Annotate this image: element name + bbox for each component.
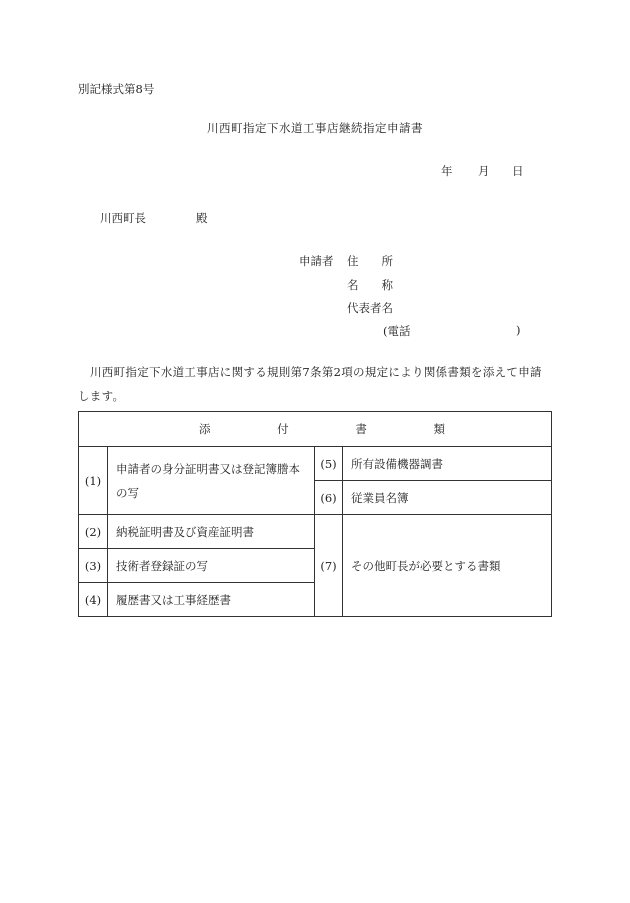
honorific: 殿 bbox=[196, 211, 208, 225]
header-char: 類 bbox=[433, 422, 445, 436]
row-number: (5) bbox=[315, 447, 343, 481]
form-number: 別記様式第8号 bbox=[78, 82, 155, 96]
header-char: 書 bbox=[355, 422, 367, 436]
row-number: (6) bbox=[315, 481, 343, 515]
table-header-row bbox=[79, 412, 552, 447]
row-number: (7) bbox=[315, 515, 343, 617]
row-label: 所有設備機器調書 bbox=[343, 447, 552, 481]
row-label: 申請者の身分証明書又は登記簿謄本の写 bbox=[108, 447, 315, 515]
date-month: 月 bbox=[478, 164, 490, 178]
row-label: 納税証明書及び資産証明書 bbox=[108, 515, 315, 549]
date-day: 日 bbox=[512, 164, 524, 178]
addressee: 川西町長 bbox=[100, 211, 146, 225]
row-label: 従業員名簿 bbox=[343, 481, 552, 515]
body-text: 川西町指定下水道工事店に関する規則第7条第2項の規定により関係書類を添えて申請します。 bbox=[78, 365, 542, 403]
applicant-label: 申請者 bbox=[299, 254, 334, 268]
phone-label: (電話 bbox=[383, 324, 411, 338]
phone-close-paren: ) bbox=[516, 323, 521, 337]
row-number: (3) bbox=[79, 549, 108, 583]
row-label: 技術者登録証の写 bbox=[108, 549, 315, 583]
row-number: (2) bbox=[79, 515, 108, 549]
row-label: その他町長が必要とする書類 bbox=[343, 515, 552, 617]
date-year: 年 bbox=[441, 164, 453, 178]
document-title: 川西町指定下水道工事店継続指定申請書 bbox=[207, 121, 423, 135]
address-label: 住 所 bbox=[347, 254, 393, 268]
header-char: 添 bbox=[199, 422, 211, 436]
table-row bbox=[79, 447, 552, 481]
row-number: (4) bbox=[79, 583, 108, 617]
row-number: (1) bbox=[79, 447, 108, 515]
attached-documents-table bbox=[78, 411, 552, 617]
body-paragraph bbox=[78, 360, 552, 408]
header-char: 付 bbox=[277, 422, 289, 436]
name-label: 名 称 bbox=[347, 278, 393, 292]
table-header bbox=[79, 412, 552, 447]
table-row bbox=[79, 515, 552, 549]
row-label: 履歴書又は工事経歴書 bbox=[108, 583, 315, 617]
representative-label: 代表者名 bbox=[347, 301, 393, 315]
